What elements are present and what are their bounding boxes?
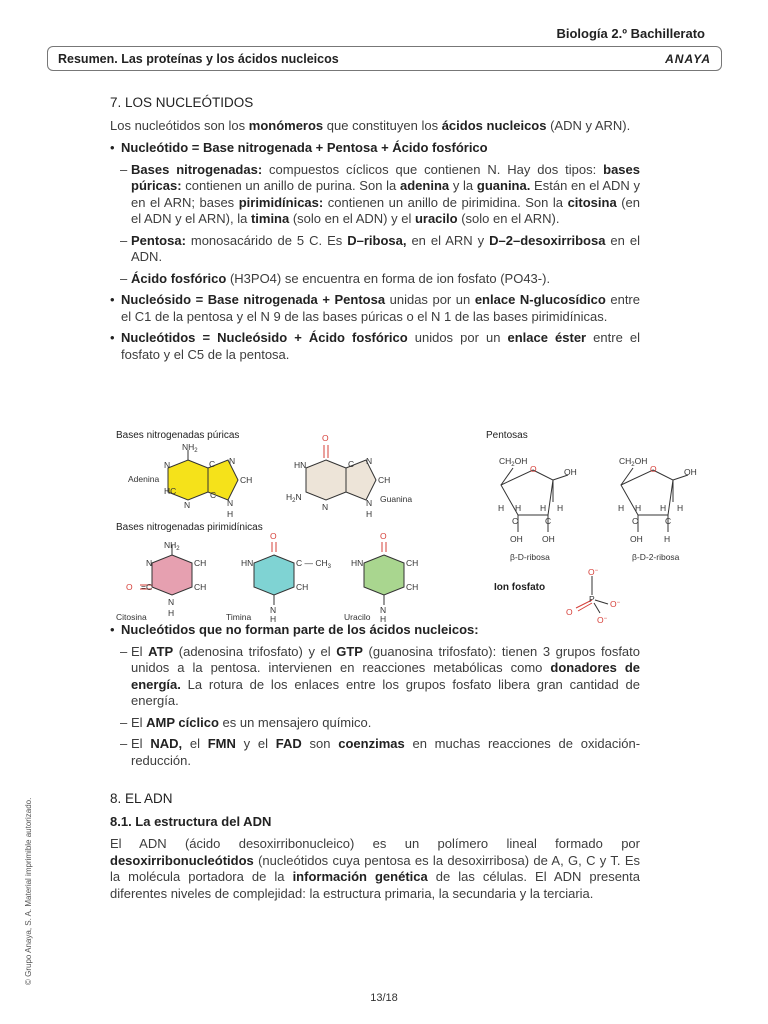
dash-atp-gtp: – El ATP (adenosina trifosfato) y el GTP (guanosina trifosfato): tienen 3 grupos fosfato unidos a la pentosa. intervienen en reacciones metabólicas como donadores de energía. La rotura de los enlaces entre los grupos fosfato libera gran cantidad de energía. [110, 644, 640, 710]
svg-text:H: H [366, 509, 373, 519]
dash-coenzimas: – El NAD, el FMN y el FAD son coenzimas en muchas reacciones de oxidación-reducción. [110, 736, 640, 769]
svg-text:OH: OH [684, 467, 697, 477]
cytosine-label: Citosina [116, 612, 147, 622]
svg-text:P: P [589, 594, 595, 604]
svg-text:O: O [322, 433, 329, 443]
svg-text:C: C [665, 516, 672, 526]
svg-text:H: H [168, 608, 175, 618]
guanine-molecule [306, 445, 376, 500]
svg-text:C: C [545, 516, 552, 526]
nucleotide-figure [108, 420, 728, 630]
pentoses-label: Pentosas [486, 430, 528, 441]
svg-text:CH: CH [240, 475, 253, 485]
pyrimidines-label: Bases nitrogenadas pirimidínicas [116, 522, 263, 533]
svg-text:OH: OH [630, 534, 643, 544]
thymine-hexagon [254, 555, 294, 595]
svg-text:O−: O− [597, 615, 608, 625]
uracil-label: Uracilo [344, 612, 371, 622]
cytosine-hexagon [152, 555, 192, 595]
svg-text:NH2: $NH_2$ [164, 540, 180, 552]
dash-bases-nitrogenadas: – Bases nitrogenadas: compuestos cíclicos que contienen N. Hay dos tipos: bases púricas: contienen un anillo de purina. Son la adenina y la guanina. Están en el ADN y en el ARN; bases pirimidínicas: contienen un anillo de pirimidina. Son la citosina (en el ADN y el ARN), la timina (solo en el ADN) y el uracilo (solo en el ARN). [110, 162, 640, 228]
svg-text:O−: O− [610, 599, 621, 609]
svg-text:C: C [209, 459, 216, 469]
svg-text:H: H [557, 503, 564, 513]
svg-text:N: N [366, 456, 373, 466]
uracil-molecule [364, 542, 404, 605]
svg-text:HN: HN [351, 558, 364, 568]
page-number: 13/18 [370, 992, 398, 1004]
svg-text:CH: CH [194, 582, 207, 592]
svg-text:H: H [677, 503, 684, 513]
thymine-label: Timina [226, 612, 252, 622]
svg-text:HN: HN [294, 460, 307, 470]
svg-text:N: N [184, 500, 191, 510]
svg-text:O: O [270, 531, 277, 541]
svg-text:N: N [168, 597, 175, 607]
svg-text:O: O [566, 607, 573, 617]
svg-text:H2N: $H_2N$ [286, 492, 302, 504]
adenine-molecule [168, 450, 238, 500]
svg-text:HC: HC [164, 486, 177, 496]
svg-text:H: H [660, 503, 667, 513]
svg-text:H: H [227, 509, 234, 519]
header-bar [47, 46, 722, 71]
dash-acido-fosforico: – Ácido fosfórico (H3PO4) se encuentra en forma de ion fosfato (PO43-). [110, 271, 640, 288]
bullet-otros-nucleotidos: • Nucleótidos que no forman parte de los ácidos nucleicos: [110, 622, 640, 639]
svg-text:H: H [515, 503, 522, 513]
svg-text:O: O [380, 531, 387, 541]
svg-text:N: N [322, 502, 329, 512]
section-7-heading: 7. LOS NUCLEÓTIDOS [110, 95, 254, 110]
page-title: Resumen. Las proteínas y los ácidos nucleicos [58, 51, 339, 66]
svg-text:N: N [380, 605, 387, 615]
section-8-1-heading: 8.1. La estructura del ADN [110, 813, 272, 829]
svg-text:O: O [650, 464, 657, 474]
svg-text:N: N [164, 460, 171, 470]
svg-text:O: O [530, 464, 537, 474]
svg-text:OH: OH [564, 467, 577, 477]
svg-text:H: H [664, 534, 671, 544]
svg-text:=C: =C [141, 582, 153, 592]
dash-amp-ciclico: – El AMP cíclico es un mensajero químico. [110, 715, 640, 732]
svg-text:CH: CH [406, 582, 419, 592]
svg-text:CH: CH [296, 582, 309, 592]
svg-text:N: N [229, 456, 236, 466]
subject-label: Biología 2.º Bachillerato [556, 26, 705, 41]
guanine-hexagon [306, 460, 346, 500]
svg-text:OH: OH [542, 534, 555, 544]
adenine-label: Adenina [128, 474, 160, 484]
copyright-note: © Grupo Anaya, S. A. Material imprimible autorizado. [24, 797, 33, 985]
phosphate-label: Ion fosfato [494, 582, 546, 593]
molecule-diagram [108, 420, 728, 630]
svg-text:CH: CH [406, 558, 419, 568]
bullet-nucleotido: • Nucleótido = Base nitrogenada + Pentosa + Ácido fosfórico [110, 140, 640, 157]
svg-text:C: C [632, 516, 639, 526]
section-8-heading: 8. EL ADN [110, 791, 173, 806]
section-8-paragraph: El ADN (ácido desoxirribonucleico) es un polímero lineal formado por desoxirribonucleótidos (nucleótidos cuya pentosa es la desoxirribosa) de A, G, C y T. Es la molécula portadora de la información genética de las células. El ADN presenta diferentes niveles de complejidad: la estructura primaria, la secundaria y la terciaria. [110, 836, 641, 901]
svg-text:O−: O− [588, 567, 599, 577]
svg-text:H: H [540, 503, 547, 513]
svg-text:OH: OH [510, 534, 523, 544]
svg-text:C — CH3: C — $CH_3$ [296, 558, 331, 570]
svg-text:H: H [270, 614, 277, 624]
anaya-logo: ANAYA [665, 51, 711, 66]
svg-text:O: O [126, 582, 133, 592]
bullet-nucleosido: • Nucleósido = Base nitrogenada + Pentosa unidas por un enlace N-glucosídico entre el C1 de la pentosa y el N 9 de las bases púricas o el N 1 de las bases pirimidínicas. [110, 292, 640, 325]
svg-text:N: N [366, 498, 373, 508]
svg-text:N: N [227, 498, 234, 508]
section-7-intro: Los nucleótidos son los monómeros que constituyen los ácidos nucleicos (ADN y ARN). [110, 117, 631, 133]
svg-text:N: N [270, 605, 277, 615]
svg-text:CH2OH: $CH_2OH$ [499, 456, 528, 468]
svg-text:CH2OH: $CH_2OH$ [619, 456, 648, 468]
ribose-label: β-D-ribosa [510, 552, 550, 562]
svg-text:N: N [146, 558, 153, 568]
svg-text:H: H [498, 503, 505, 513]
svg-text:CH: CH [194, 558, 207, 568]
thymine-molecule [254, 542, 294, 605]
purines-label: Bases nitrogenadas púricas [116, 430, 240, 441]
svg-text:C: C [348, 459, 355, 469]
svg-text:H: H [380, 614, 387, 624]
guanine-label: Guanina [380, 494, 413, 504]
svg-text:CH: CH [378, 475, 391, 485]
svg-text:HN: HN [241, 558, 254, 568]
deoxyribose-label: β-D-2-ribosa [632, 552, 680, 562]
bullet-nucleotidos: • Nucleótidos = Nucleósido + Ácido fosfórico unidos por un enlace éster entre el fosfato y el C5 de la pentosa. [110, 330, 640, 363]
svg-text:H: H [635, 503, 642, 513]
svg-text:C: C [210, 490, 217, 500]
svg-text:NH2: $NH_2$ [182, 442, 198, 454]
uracil-hexagon [364, 555, 404, 595]
svg-text:C: C [512, 516, 519, 526]
dash-pentosa: – Pentosa: monosacárido de 5 C. Es D–ribosa, en el ARN y D–2–desoxirribosa en el ADN. [110, 233, 640, 266]
svg-text:H: H [618, 503, 625, 513]
